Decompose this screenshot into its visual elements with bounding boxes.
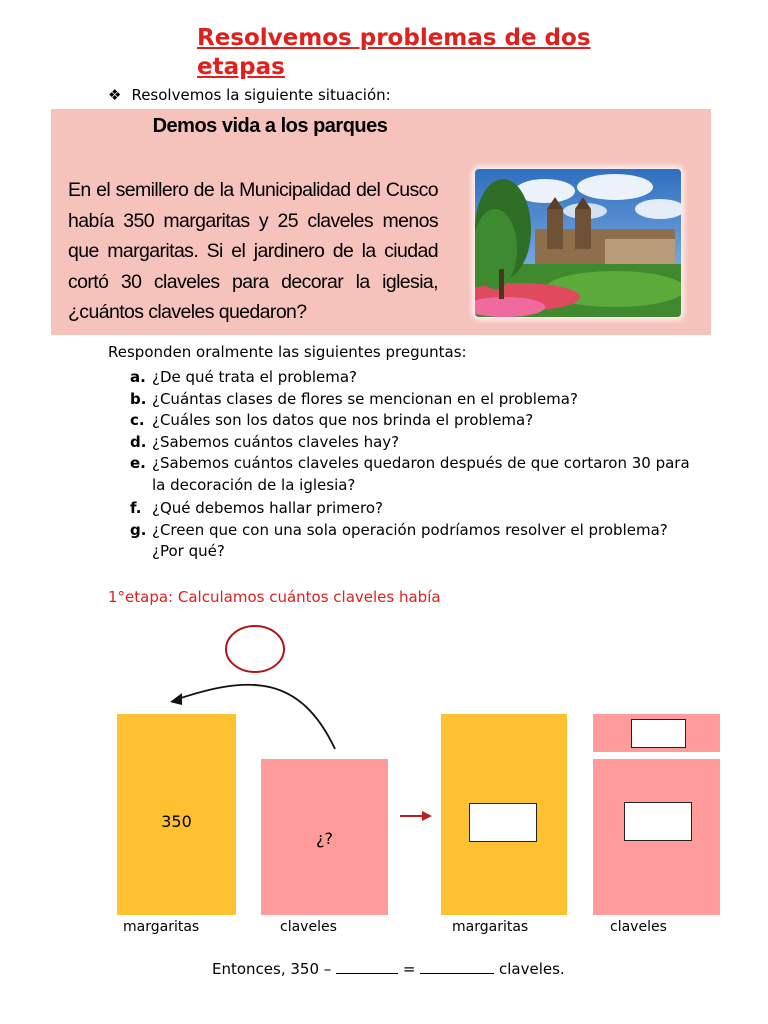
problem-text: En el semillero de la Municipalidad del Cusco había 350 margaritas y 25 claveles menos que margaritas. Si el jardinero de la ciudad cortó 30 claveles para decorar la iglesia, ¿cuántos claveles quedaron?	[68, 179, 438, 323]
claveles-bar	[261, 759, 388, 915]
intro-line	[108, 86, 391, 104]
list-item	[130, 410, 690, 432]
list-item	[130, 389, 690, 411]
answer-box[interactable]	[631, 719, 686, 748]
list-item	[130, 453, 690, 496]
question-text: ¿Cuántas clases de flores se mencionan en el problema?	[152, 389, 578, 408]
equation-blank-2[interactable]	[420, 961, 494, 974]
label-margaritas-2: margaritas	[452, 919, 529, 935]
diamond-bullet-icon: ❖	[108, 86, 122, 104]
difference-bar	[593, 714, 720, 752]
intro-text: Resolvemos la siguiente situación:	[131, 86, 391, 104]
plaza-illustration	[475, 169, 681, 317]
equation-prefix: Entonces, 350 –	[212, 960, 332, 978]
question-text: ¿Creen que con una sola operación podríamos resolver el problema? ¿Por qué?	[152, 520, 668, 560]
question-text: ¿Sabemos cuántos claveles quedaron después de que cortaron 30 para la decoración de la iglesia?	[152, 454, 690, 494]
answer-box[interactable]	[624, 802, 692, 841]
claveles-value: ¿?	[316, 829, 333, 848]
label-claveles: claveles	[280, 919, 337, 935]
question-text: ¿Qué debemos hallar primero?	[152, 499, 383, 517]
label-margaritas: margaritas	[123, 919, 200, 935]
question-letter: f.	[130, 499, 142, 517]
question-letter: b.	[130, 389, 147, 408]
questions-list	[130, 367, 690, 563]
right-arrow-icon	[398, 808, 434, 824]
questions-lead: Responden oralmente las siguientes preguntas:	[108, 343, 467, 361]
question-letter: a.	[130, 368, 146, 386]
list-item	[130, 498, 690, 520]
arrow-head-icon	[170, 693, 182, 705]
problem-title: Demos vida a los parques	[152, 115, 388, 137]
list-item	[130, 367, 690, 389]
problem-box	[51, 109, 711, 335]
equation-line	[212, 960, 565, 978]
answer-box[interactable]	[469, 803, 537, 842]
question-text: ¿De qué trata el problema?	[152, 368, 357, 386]
answer-circle	[226, 626, 284, 672]
list-item	[130, 432, 690, 454]
question-letter: e.	[130, 454, 146, 472]
equation-suffix: claveles.	[498, 960, 565, 978]
list-item	[130, 520, 690, 563]
question-text: ¿Sabemos cuántos claveles hay?	[152, 432, 400, 451]
equation-equals: =	[402, 960, 416, 978]
margaritas-bar	[117, 714, 236, 915]
page-title: Resolvemos problemas de dos etapas	[197, 25, 591, 80]
stage-title: 1°etapa: Calculamos cuántos claveles había	[108, 588, 441, 606]
question-text: ¿Cuáles son los datos que nos brinda el problema?	[152, 411, 534, 429]
question-letter: g.	[130, 520, 147, 539]
cusco-plaza-photo	[475, 169, 681, 317]
label-claveles-2: claveles	[610, 919, 667, 935]
question-letter: d.	[130, 432, 147, 451]
equation-blank-1[interactable]	[336, 961, 398, 974]
margaritas-bar-2	[441, 714, 567, 915]
claveles-bar-2	[593, 759, 720, 915]
margaritas-value: 350	[161, 812, 192, 831]
question-letter: c.	[130, 411, 145, 429]
